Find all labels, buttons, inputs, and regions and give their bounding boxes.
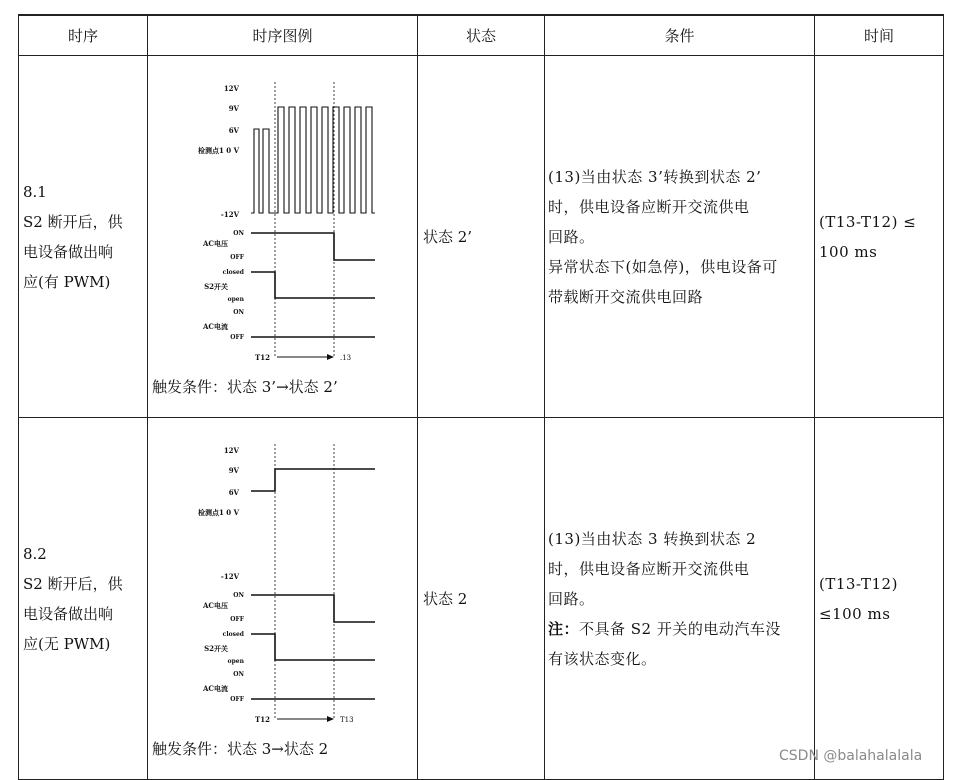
- condition-cell: [545, 418, 815, 780]
- label-ac-voltage: AC电压: [202, 239, 228, 248]
- condition-line: 带载断开交流供电回路: [548, 287, 704, 306]
- condition-line: (13)当由状态 3 转换到状态 2: [548, 529, 757, 548]
- label-12v: 12V: [223, 446, 239, 455]
- condition-line: 回路。: [548, 589, 595, 608]
- condition-line: 时，供电设备应断开交流供电: [548, 197, 750, 216]
- state-cell: [418, 418, 545, 780]
- sequence-desc-line: S2 断开后，供: [23, 574, 123, 593]
- sequence-desc-line: S2 断开后，供: [23, 212, 123, 231]
- note-label: 注：: [548, 619, 580, 638]
- label-s2-open: open: [227, 658, 244, 665]
- condition-note: 有该状态变化。: [548, 649, 657, 668]
- s2-switch-signal: [251, 272, 375, 298]
- table-row: [19, 418, 944, 780]
- sequence-id: 8.1: [23, 182, 47, 201]
- sequence-desc-line: 应(有 PWM): [23, 272, 111, 291]
- ac-voltage-signal: [251, 595, 375, 622]
- ac-voltage-signal: [251, 233, 375, 260]
- trigger-condition: 触发条件：状态 3→状态 2: [152, 740, 329, 758]
- label-ac-current: AC电流: [202, 684, 228, 693]
- time-line: ≤100 ms: [819, 604, 891, 623]
- timing-diagram: [148, 418, 416, 738]
- label-9v: 9V: [228, 466, 239, 475]
- label-neg12v: -12V: [220, 210, 239, 219]
- label-current-off: OFF: [230, 696, 244, 703]
- state-value: 状态 2’: [423, 227, 473, 246]
- label-current-off: OFF: [230, 334, 244, 341]
- label-6v: 6V: [228, 126, 239, 135]
- condition-line: 时，供电设备应断开交流供电: [548, 559, 750, 578]
- label-t12: T12: [255, 353, 270, 362]
- label-neg12v: -12V: [220, 572, 239, 581]
- state-value: 状态 2: [423, 589, 468, 608]
- sequence-cell: [19, 56, 148, 418]
- condition-note: [548, 614, 812, 644]
- time-arrow-head: [327, 354, 334, 360]
- table-row: [19, 56, 944, 418]
- label-t13: T13: [340, 716, 354, 724]
- time-line: (T13-T12) ≤: [819, 212, 917, 231]
- label-s2-open: open: [227, 296, 244, 303]
- condition-line: (13)当由状态 3’转换到状态 2’: [548, 167, 762, 186]
- time-arrow-head: [327, 716, 334, 722]
- time-line: 100 ms: [819, 242, 878, 261]
- label-cp-0v: 检测点1 0 V: [197, 146, 239, 155]
- label-ac-on: ON: [233, 230, 244, 237]
- label-s2-closed: closed: [222, 269, 244, 276]
- condition-line: 异常状态下(如急停)，供电设备可: [548, 257, 778, 276]
- diagram-cell: [148, 56, 418, 418]
- diagram-cell: [148, 418, 418, 780]
- sequence-cell: [19, 418, 148, 780]
- label-t12: T12: [255, 715, 270, 724]
- time-cell: [815, 418, 944, 780]
- label-ac-off: OFF: [230, 616, 244, 623]
- header-state: 状态: [418, 15, 545, 56]
- header-diagram: 时序图例: [148, 15, 418, 56]
- watermark: CSDN @balahalalala: [779, 748, 923, 764]
- s2-switch-signal: [251, 634, 375, 660]
- label-ac-current: AC电流: [202, 322, 228, 331]
- label-9v: 9V: [228, 104, 239, 113]
- label-cp-0v: 检测点1 0 V: [197, 508, 239, 517]
- cp-pwm-signal: [251, 107, 375, 213]
- label-s2-closed: closed: [222, 631, 244, 638]
- condition-cell: [545, 56, 815, 418]
- sequence-desc-line: 电设备做出响: [23, 604, 114, 623]
- sequence-id: 8.2: [23, 544, 47, 563]
- label-t13: .13: [340, 354, 352, 362]
- label-s2-switch: S2开关: [204, 282, 228, 291]
- label-s2-switch: S2开关: [204, 644, 228, 653]
- label-ac-on: ON: [233, 592, 244, 599]
- header-row: [19, 15, 944, 56]
- time-cell: [815, 56, 944, 418]
- timing-spec-table: [18, 14, 944, 780]
- condition-line: 回路。: [548, 227, 595, 246]
- sequence-desc-line: 应(无 PWM): [23, 634, 111, 653]
- time-line: (T13-T12): [819, 574, 898, 593]
- label-ac-voltage: AC电压: [202, 601, 228, 610]
- note-text: 不具备 S2 开关的电动汽车没: [579, 619, 781, 638]
- header-sequence: 时序: [19, 15, 148, 56]
- state-cell: [418, 56, 545, 418]
- label-ac-off: OFF: [230, 254, 244, 261]
- header-time: 时间: [815, 15, 944, 56]
- label-6v: 6V: [228, 488, 239, 497]
- header-condition: 条件: [545, 15, 815, 56]
- trigger-condition: 触发条件：状态 3’→状态 2’: [152, 378, 338, 396]
- label-12v: 12V: [223, 84, 239, 93]
- label-current-on: ON: [233, 671, 244, 678]
- timing-diagram: [148, 56, 416, 376]
- cp-signal: [251, 469, 375, 491]
- sequence-desc-line: 电设备做出响: [23, 242, 114, 261]
- label-current-on: ON: [233, 309, 244, 316]
